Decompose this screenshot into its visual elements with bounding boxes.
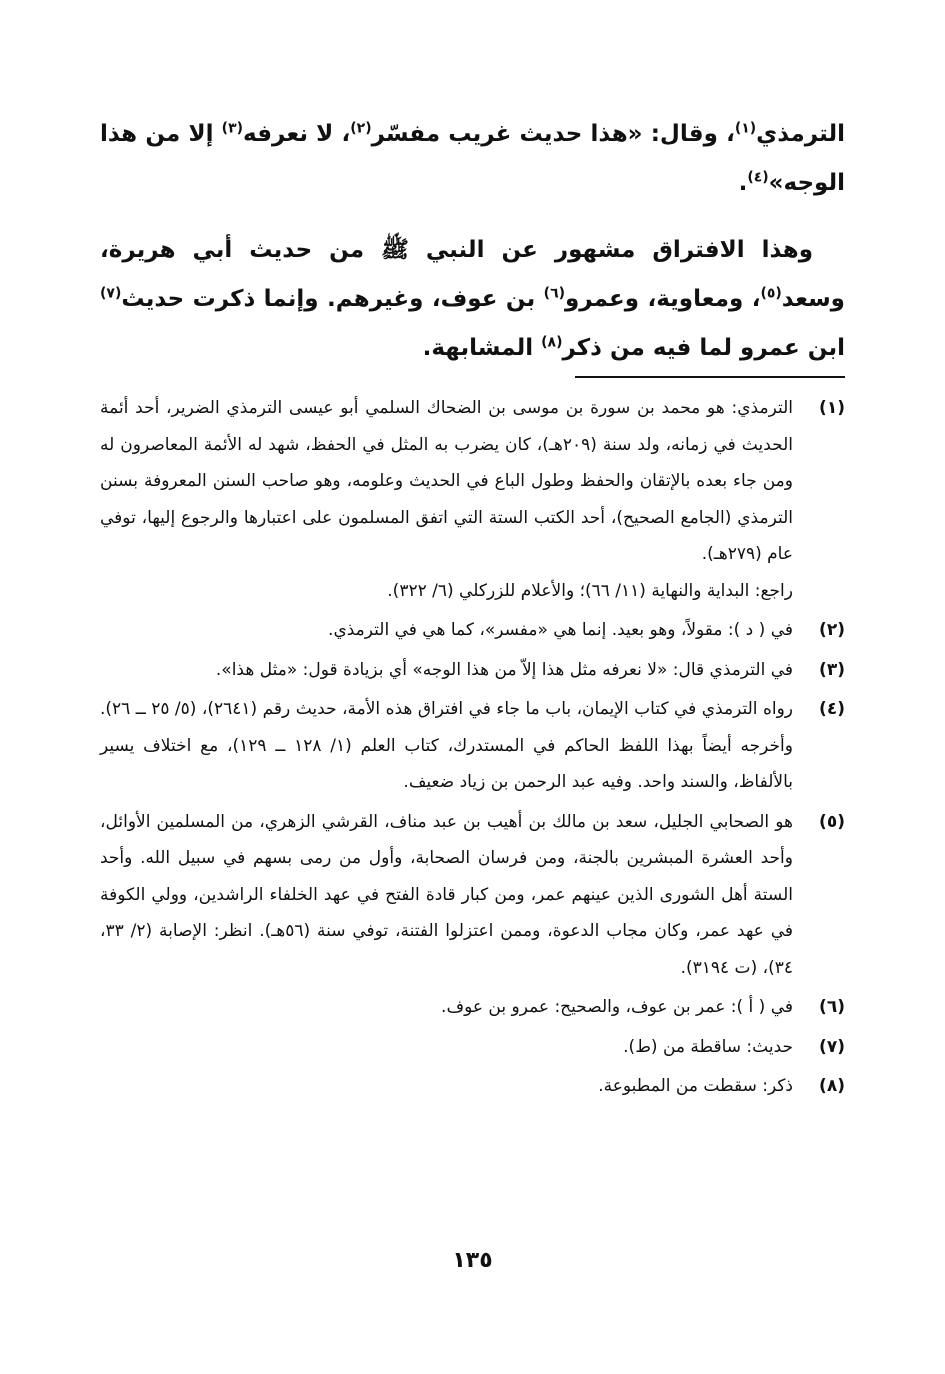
footnote-text [100,390,793,609]
footnote-text: هو الصحابي الجليل، سعد بن مالك بن أهيب بن عبد مناف، القرشي الزهري، من المسلمين الأوائل، وأحد العشرة المبشرين بالجنة، ومن فرسان الصحابة، وأول من رمى بسهم في سبيل الله. وأحد الستة أهل الشورى الذين عينهم عمر، ومن كبار قادة الفتح في عهد الخلفاء الراشدين، وولي الكوفة في عهد عمر، وكان مجاب الدعوة، وممن اعتزلوا الفتنة، توفي سنة (٥٦هـ). انظر: الإصابة (٢/ ٣٣، ٣٤)، (ت ٣١٩٤). [100,811,794,978]
footnote-ref-8[interactable]: (٨) [541,334,563,351]
text-segment: ، لا نعرفه [243,121,351,147]
footnote-number: (٥) [819,811,845,832]
footnote-2 [100,612,845,649]
footnote-ref-6[interactable]: (٦) [543,285,566,302]
footnote-number: (٨) [819,1076,845,1096]
footnotes [100,390,845,1108]
main-text [100,110,845,391]
footnote-8 [100,1068,845,1105]
footnote-text: في ( د ): مقولاً، وهو بعيد. إنما هي «مفسر»، كما هي في الترمذي. [328,620,793,640]
text-segment: ، وقال: «هذا حديث غريب مفسّر [371,121,735,147]
footnote-number: (٢) [819,620,845,640]
footnote-text: رواه الترمذي في كتاب الإيمان، باب ما جاء في افتراق هذه الأمة، حديث رقم (٢٦٤١)، (٥/ ٢٥ ــ ٢٦). وأخرجه أيضاً بهذا اللفظ الحاكم في المستدرك، كتاب العلم (١/ ١٢٨ ــ ١٢٩)، مع اختلاف يسير بالألفاظ، والسند واحد. وفيه عبد الرحمن بن زياد ضعيف. [100,699,794,792]
footnote-7 [100,1029,845,1066]
text-segment: ابن عمرو لما فيه من ذكر [562,335,845,361]
footnote-text: في ( أ ): عمر بن عوف، والصحيح: عمرو بن عوف. [441,997,793,1017]
footnote-text: في الترمذي قال: «لا نعرفه مثل هذا إلاّ من هذا الوجه» أي بزيادة قول: «مثل هذا». [215,659,793,680]
page-number: ١٣٥ [452,1248,493,1273]
footnote-separator [575,376,845,378]
main-paragraph-2 [100,226,845,373]
footnote-3 [100,652,845,689]
footnote-number: (١) [819,398,845,418]
footnote-ref-1[interactable]: (١) [734,120,757,137]
main-paragraph-1 [100,110,845,208]
footnote-text: حديث: ساقطة من (ط). [623,1036,793,1057]
footnote-number: (٣) [819,659,845,680]
footnote-ref-2[interactable]: (٢) [350,120,372,137]
footnote-ref-7[interactable]: (٧) [100,285,122,302]
text-segment: . [738,170,748,196]
footnote-number: (٦) [819,997,845,1017]
text-segment: المشابهة. [422,335,542,361]
footnote-ref-5[interactable]: (٥) [760,285,782,302]
footnote-ref-3[interactable]: (٣) [221,120,244,137]
footnote-number: (٤) [819,699,845,719]
footnote-number: (٧) [819,1036,845,1057]
footnote-1 [100,390,845,609]
text-segment: الترمذي [756,121,845,147]
text-segment: ، ومعاوية، وعمرو [565,286,761,312]
footnote-5 [100,804,845,987]
footnote-body: الترمذي: هو محمد بن سورة بن موسى بن الضحاك السلمي أبو عيسى الترمذي الضرير، أحد أئمة الحديث في زمانه، ولد سنة (٢٠٩هـ)، كان يضرب به المثل في الحفظ، شهد له الأئمة المعاصرون له ومن جاء بعده بالإتقان والحفظ وطول الباع في الحديث وعلومه، وهو صاحب السنن المعروفة بسنن الترمذي (الجامع الصحيح)، أحد الكتب الستة التي اتفق المسلمون على اعتبارها والرجوع إليها، توفي عام (٢٧٩هـ). [100,398,793,564]
footnote-text: ذكر: سقطت من المطبوعة. [598,1076,793,1096]
footnote-6 [100,989,845,1026]
text-segment: وهذا الافتراق مشهور عن النبي ﷺ من حديث أبي هريرة، وسعد [100,237,845,312]
footnote-4 [100,691,845,801]
text-segment: بن عوف، وغيرهم. وإنما ذكرت حديث [121,286,544,312]
footnote-reference: راجع: البداية والنهاية (١١/ ٦٦)؛ والأعلام للزركلي (٦/ ٣٢٢). [387,580,793,601]
footnote-ref-4[interactable]: (٤) [747,169,769,186]
text-segment: إلا من هذا الوجه» [100,121,845,196]
